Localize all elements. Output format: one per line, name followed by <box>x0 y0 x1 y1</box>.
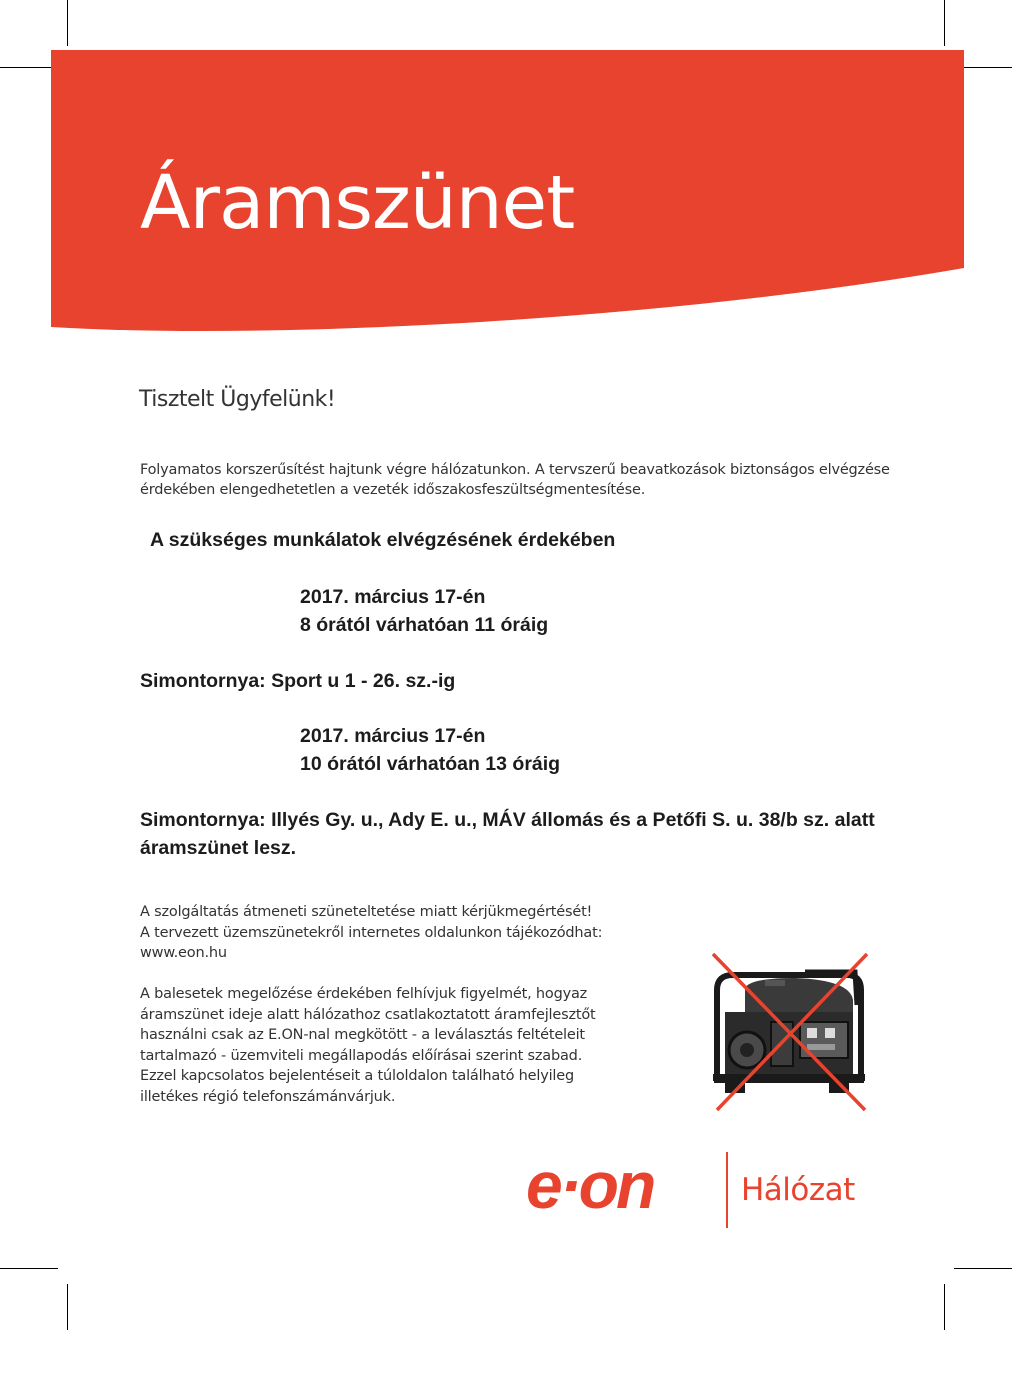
location-line: áramszünet lesz. <box>140 837 297 859</box>
crop-mark <box>0 67 58 68</box>
crop-mark <box>67 0 68 46</box>
lead-text: A szükséges munkálatok elvégzésének érdekében <box>150 529 616 551</box>
location-line: Simontornya: Illyés Gy. u., Ady E. u., MÁV állomás és a Petőfi S. u. 38/b sz. alatt <box>140 809 875 831</box>
crop-mark <box>944 0 945 46</box>
warning-paragraph <box>140 984 680 1107</box>
notice-paragraph <box>140 902 680 964</box>
crop-mark <box>954 1268 1012 1269</box>
crop-mark <box>0 1268 58 1269</box>
crop-mark <box>67 1284 68 1330</box>
notice-line: tartalmazó - üzemviteli megállapodás előírásai szerint szabad. <box>140 1047 583 1064</box>
eon-logo: e·on <box>526 1148 654 1222</box>
schedule-date: 2017. március 17-én <box>300 725 486 747</box>
greeting: Tisztelt Ügyfelünk! <box>139 387 336 412</box>
schedule-location: Simontornya: Sport u 1 - 26. sz.-ig <box>140 670 456 692</box>
schedule-date: 2017. március 17-én <box>300 586 486 608</box>
notice-line: áramszünet ideje alatt hálózathoz csatlakoztatott áramfejlesztőt <box>140 1006 596 1023</box>
schedule-time: 10 órától várhatóan 13 óráig <box>300 753 561 775</box>
schedule-2 <box>300 722 560 778</box>
schedule-location <box>140 806 930 862</box>
notice-line: használni csak az E.ON-nal megkötött - a leválasztás feltételeit <box>140 1027 585 1043</box>
schedule-1 <box>300 583 548 639</box>
schedule-time: 8 órától várhatóan 11 óráig <box>300 614 549 636</box>
website-link[interactable]: www.eon.hu <box>140 945 227 961</box>
page-title: Áramszünet <box>140 160 575 246</box>
notice-line: A tervezett üzemszünetekről internetes oldalunkon tájékozódhat: <box>140 924 603 941</box>
notice-line: Ezzel kapcsolatos bejelentéseit a túloldalon található helyileg <box>140 1068 574 1084</box>
notice-line: A balesetek megelőzése érdekében felhívjuk figyelmét, hogyaz <box>140 986 588 1002</box>
crop-mark <box>944 1284 945 1330</box>
notice-line: illetékes régió telefonszámánvárjuk. <box>140 1088 396 1105</box>
logo-subtitle: Hálózat <box>741 1172 855 1208</box>
intro-paragraph: Folyamatos korszerűsítést hajtunk végre hálózatunkon. A tervszerű beavatkozások biztonságos elvégzése érdekében elengedhetetlen a vezeték időszakosfeszültségmentesítése. <box>140 462 890 498</box>
notice-line: A szolgáltatás átmeneti szüneteltetése miatt kérjükmegértését! <box>140 904 593 920</box>
logo-divider <box>726 1152 728 1228</box>
crossed-out-generator-icon <box>705 950 875 1115</box>
